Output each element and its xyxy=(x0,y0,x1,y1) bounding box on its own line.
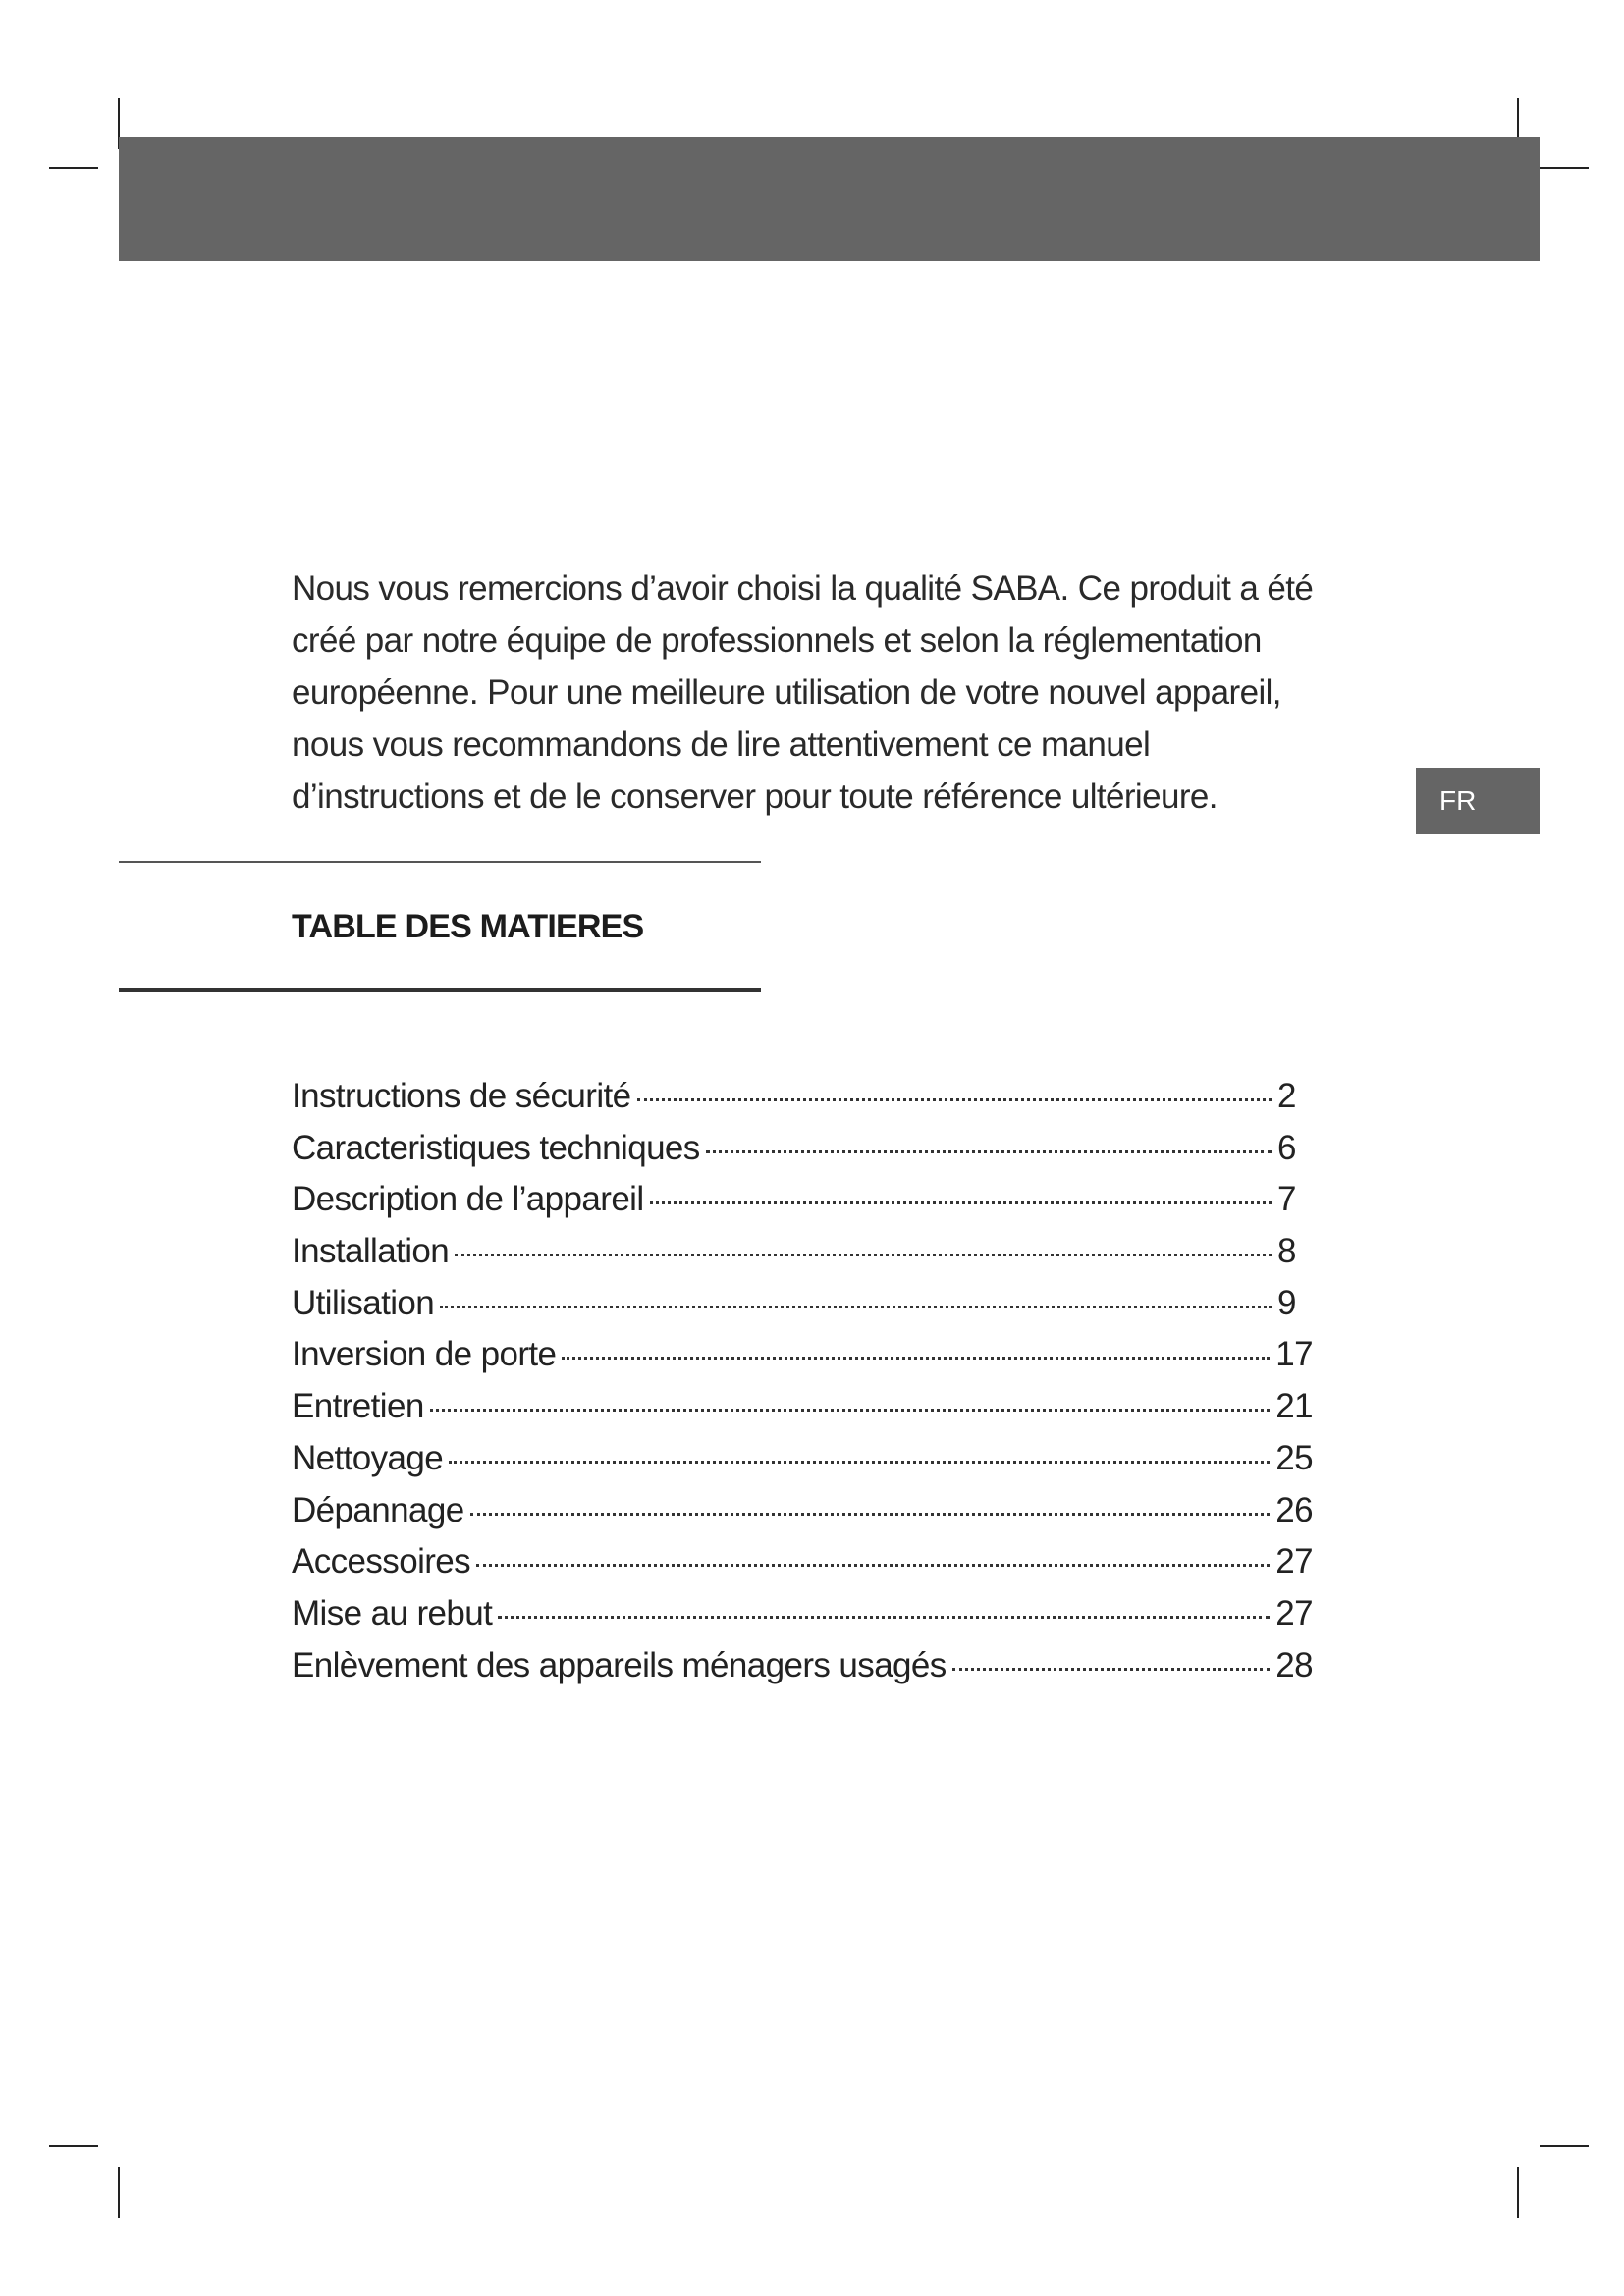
toc-entry-title: Utilisation xyxy=(292,1283,435,1322)
dot-leader xyxy=(637,1098,1272,1101)
dot-leader xyxy=(952,1668,1271,1671)
toc-entry-title: Entretien xyxy=(292,1387,424,1426)
toc-entry-maintenance[interactable] xyxy=(292,1387,1313,1439)
dot-leader xyxy=(455,1254,1272,1256)
toc-heading: TABLE DES MATIERES xyxy=(292,908,644,945)
dot-leader xyxy=(650,1201,1272,1204)
toc-entry-title: Caracteristiques techniques xyxy=(292,1128,700,1167)
intro-paragraph: Nous vous remercions d’avoir choisi la qualité SABA. Ce produit a été créé par notre équipe de professionnels et selon la réglementation européenne. Pour une meilleure utilisation de votre nouvel appareil, nous vous recommandons de lire attentivement ce manuel d’instructions et de le conserver pour toute référence ultérieure. xyxy=(292,569,1314,816)
dot-leader xyxy=(498,1616,1270,1619)
crop-mark xyxy=(1517,2167,1519,2218)
crop-mark xyxy=(1540,167,1589,169)
toc-entry-title: Instructions de sécurité xyxy=(292,1077,631,1115)
toc-entry-title: Description de l’appareil xyxy=(292,1180,644,1219)
dot-leader xyxy=(430,1409,1271,1412)
crop-mark xyxy=(49,2145,98,2147)
dot-leader xyxy=(449,1461,1270,1464)
language-tab: FR xyxy=(1416,768,1540,834)
toc-entry-page: 17 xyxy=(1275,1335,1313,1374)
toc-entry-appliance-description[interactable] xyxy=(292,1180,1313,1232)
toc-entry-page: 25 xyxy=(1275,1438,1313,1477)
toc-entry-title: Accessoires xyxy=(292,1542,471,1581)
toc-entry-title: Nettoyage xyxy=(292,1438,444,1477)
toc-entry-accessories[interactable] xyxy=(292,1542,1313,1594)
toc-entry-page: 2 xyxy=(1277,1077,1296,1115)
toc-entry-page: 7 xyxy=(1277,1180,1296,1219)
crop-mark xyxy=(49,167,98,169)
toc-entry-safety-instructions[interactable] xyxy=(292,1077,1313,1129)
toc-entry-page: 8 xyxy=(1277,1232,1296,1271)
dot-leader xyxy=(706,1150,1272,1153)
toc-entry-troubleshooting[interactable] xyxy=(292,1491,1313,1543)
dot-leader xyxy=(562,1357,1270,1360)
toc-entry-title: Installation xyxy=(292,1232,450,1271)
toc-entry-cleaning[interactable] xyxy=(292,1439,1313,1491)
toc-entry-page: 26 xyxy=(1275,1490,1313,1529)
dot-leader xyxy=(470,1513,1271,1516)
toc-entry-title: Mise au rebut xyxy=(292,1593,493,1632)
toc-entry-title: Inversion de porte xyxy=(292,1335,557,1374)
toc-entry-title: Dépannage xyxy=(292,1490,464,1529)
toc-entry-door-reversal[interactable] xyxy=(292,1335,1313,1387)
divider xyxy=(119,988,761,992)
dot-leader xyxy=(440,1306,1272,1308)
divider xyxy=(119,861,761,863)
toc-entry-page: 28 xyxy=(1275,1645,1313,1684)
toc-entry-installation[interactable] xyxy=(292,1232,1313,1284)
toc-entry-usage[interactable] xyxy=(292,1284,1313,1336)
dot-leader xyxy=(476,1564,1270,1567)
toc-entry-page: 27 xyxy=(1275,1593,1313,1632)
crop-mark xyxy=(1540,2145,1589,2147)
table-of-contents xyxy=(292,1077,1313,1697)
toc-entry-technical-specs[interactable] xyxy=(292,1129,1313,1181)
toc-entry-disposal[interactable] xyxy=(292,1594,1313,1646)
toc-entry-page: 27 xyxy=(1275,1542,1313,1581)
crop-mark xyxy=(118,2167,120,2218)
toc-entry-page: 9 xyxy=(1277,1283,1296,1322)
toc-entry-title: Enlèvement des appareils ménagers usagés xyxy=(292,1645,947,1684)
header-band xyxy=(119,137,1540,261)
toc-entry-used-appliance-removal[interactable] xyxy=(292,1646,1313,1698)
toc-entry-page: 21 xyxy=(1275,1387,1313,1426)
toc-entry-page: 6 xyxy=(1277,1128,1296,1167)
